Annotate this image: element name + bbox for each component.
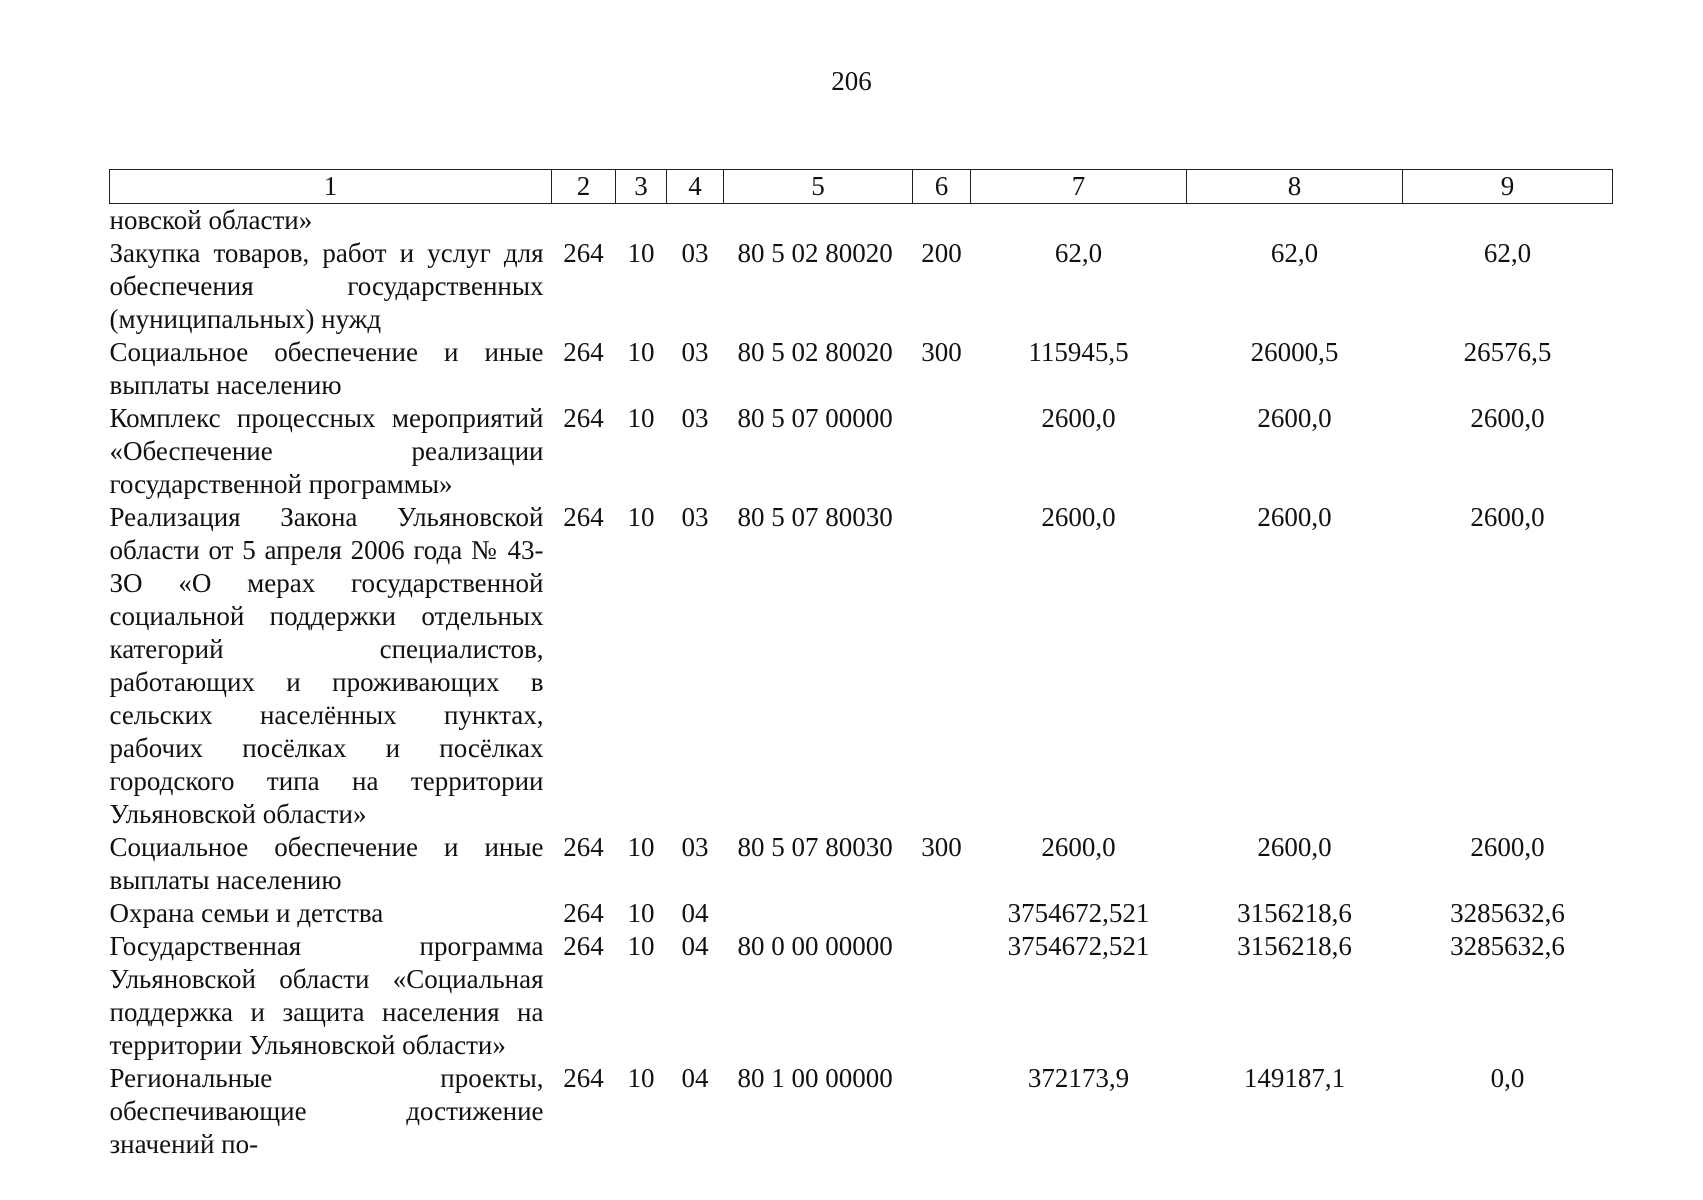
cell-col2: 264 xyxy=(563,403,604,433)
row-name: Комплекс процессных мероприятий «Обеспечение реализации государственной программы» xyxy=(109,403,544,499)
cell-col7: 62,0 xyxy=(1054,238,1103,268)
col-header-1: 1 xyxy=(110,170,552,204)
cell-col2: 264 xyxy=(563,238,604,268)
cell-col9: 2600,0 xyxy=(1470,832,1545,862)
row-name: Социальное обеспечение и иные выплаты населению xyxy=(109,832,544,895)
row-name: Социальное обеспечение и иные выплаты населению xyxy=(109,337,544,400)
cell-col6: 300 xyxy=(921,337,962,367)
cell-col8: 2600,0 xyxy=(1257,502,1332,532)
cell-col4: 03 xyxy=(681,832,709,862)
cell-col7: 372173,9 xyxy=(1027,1063,1130,1093)
cell-col9: 2600,0 xyxy=(1470,403,1545,433)
cell-col9 xyxy=(1403,204,1613,238)
cell-col4: 04 xyxy=(681,898,709,928)
cell-col4: 04 xyxy=(681,931,709,961)
row-name: Охрана семьи и детства xyxy=(109,898,384,928)
cell-col2: 264 xyxy=(563,898,604,928)
cell-col8: 2600,0 xyxy=(1257,832,1332,862)
cell-col7: 3754672,521 xyxy=(1007,898,1150,928)
col-header-3: 3 xyxy=(616,170,667,204)
cell-col7: 2600,0 xyxy=(1041,502,1116,532)
cell-col6: 300 xyxy=(921,832,962,862)
cell-col5: 80 5 07 80030 xyxy=(737,832,893,862)
cell-col3: 10 xyxy=(627,238,655,268)
cell-col5: 80 5 02 80020 xyxy=(737,337,893,367)
cell-col2 xyxy=(552,204,616,238)
table-row xyxy=(110,402,1613,501)
cell-col6 xyxy=(913,930,971,1062)
cell-col6 xyxy=(913,501,971,831)
cell-col4: 03 xyxy=(681,337,709,367)
cell-col6: 200 xyxy=(921,238,962,268)
col-header-9: 9 xyxy=(1403,170,1613,204)
cell-col6 xyxy=(913,897,971,930)
cell-col2: 264 xyxy=(563,502,604,532)
cell-col8: 2600,0 xyxy=(1257,403,1332,433)
table-row xyxy=(110,897,1613,930)
cell-col4: 03 xyxy=(681,502,709,532)
cell-col4: 04 xyxy=(681,1063,709,1093)
cell-col5 xyxy=(724,204,913,238)
cell-col5: 80 5 07 80030 xyxy=(737,502,893,532)
cell-col5: 80 5 07 00000 xyxy=(737,403,893,433)
col-header-7: 7 xyxy=(971,170,1187,204)
cell-col3: 10 xyxy=(627,931,655,961)
cell-col8 xyxy=(1187,204,1403,238)
cell-col7: 115945,5 xyxy=(1028,337,1129,367)
cell-col5: 80 5 02 80020 xyxy=(737,238,893,268)
col-header-8: 8 xyxy=(1187,170,1403,204)
table-row xyxy=(110,831,1613,897)
cell-col9: 62,0 xyxy=(1483,238,1532,268)
col-header-2: 2 xyxy=(552,170,616,204)
cell-col9: 26576,5 xyxy=(1463,337,1552,367)
cell-col3: 10 xyxy=(627,898,655,928)
cell-col7: 2600,0 xyxy=(1041,403,1116,433)
table-row xyxy=(110,237,1613,336)
cell-col4: 03 xyxy=(681,238,709,268)
col-header-4: 4 xyxy=(667,170,724,204)
cell-col8: 3156218,6 xyxy=(1237,931,1352,961)
cell-col7: 2600,0 xyxy=(1041,832,1116,862)
cell-col4 xyxy=(667,204,724,238)
row-name: Региональные проекты, обеспечивающие достижение значений по- xyxy=(109,1063,544,1159)
cell-col2: 264 xyxy=(563,337,604,367)
cell-col3 xyxy=(616,204,667,238)
row-name: новской области» xyxy=(109,205,313,235)
cell-col3: 10 xyxy=(627,1063,655,1093)
cell-col2: 264 xyxy=(563,931,604,961)
cell-col4: 03 xyxy=(681,403,709,433)
cell-col5: 80 1 00 00000 xyxy=(737,1063,893,1093)
page-number: 206 xyxy=(831,66,872,96)
table-row xyxy=(110,336,1613,402)
cell-col8: 3156218,6 xyxy=(1237,898,1352,928)
cell-col9: 3285632,6 xyxy=(1450,931,1565,961)
cell-col3: 10 xyxy=(627,337,655,367)
cell-col8: 62,0 xyxy=(1270,238,1319,268)
row-name: Закупка товаров, работ и услуг для обеспечения государственных (муниципальных) нужд xyxy=(109,238,544,334)
cell-col3: 10 xyxy=(627,832,655,862)
cell-col5 xyxy=(724,897,913,930)
row-name: Реализация Закона Ульяновской области от 5 апреля 2006 года № 43-ЗО «О мерах государственной социальной поддержки отдельных категорий специалистов, работающих и проживающих в сельских населённых пунктах, рабочих посёлках и посёлках городского типа на территории Ульяновской области» xyxy=(109,502,544,829)
cell-col9: 3285632,6 xyxy=(1450,898,1565,928)
cell-col2: 264 xyxy=(563,1063,604,1093)
cell-col8: 149187,1 xyxy=(1243,1063,1346,1093)
row-name: Государственная программа Ульяновской области «Социальная поддержка и защита населения на территории Ульяновской области» xyxy=(109,931,544,1060)
cell-col7 xyxy=(971,204,1187,238)
col-header-6: 6 xyxy=(913,170,971,204)
cell-col2: 264 xyxy=(563,832,604,862)
table-row xyxy=(110,501,1613,831)
cell-col6 xyxy=(913,402,971,501)
cell-col3: 10 xyxy=(627,502,655,532)
table-row xyxy=(110,1062,1613,1161)
cell-col8: 26000,5 xyxy=(1250,337,1339,367)
cell-col6 xyxy=(913,204,971,238)
col-header-5: 5 xyxy=(724,170,913,204)
cell-col7: 3754672,521 xyxy=(1007,931,1150,961)
budget-table xyxy=(109,169,1613,1161)
table-row xyxy=(110,204,1613,238)
cell-col9: 0,0 xyxy=(1490,1063,1525,1093)
cell-col5: 80 0 00 00000 xyxy=(737,931,893,961)
table-row xyxy=(110,930,1613,1062)
header-row xyxy=(110,170,1613,204)
cell-col3: 10 xyxy=(627,403,655,433)
cell-col9: 2600,0 xyxy=(1470,502,1545,532)
cell-col6 xyxy=(913,1062,971,1161)
